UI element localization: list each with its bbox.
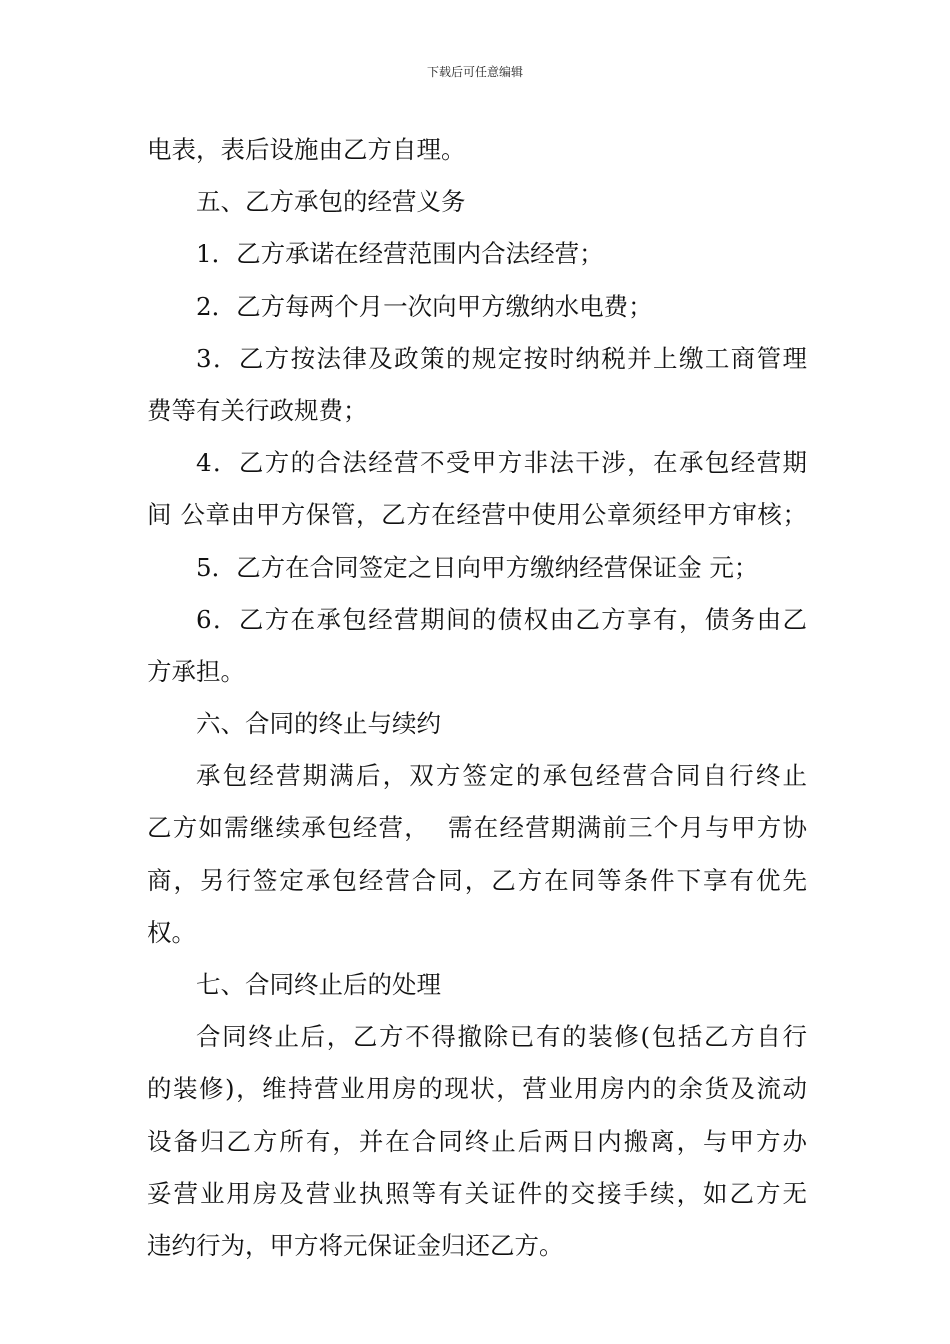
page-header: 下载后可任意编辑 <box>426 65 523 79</box>
text-line: 方承担。 <box>147 656 245 686</box>
text-line: 3．乙方按法律及政策的规定按时纳税并上缴工商管理 <box>196 343 807 373</box>
text-line: 6．乙方在承包经营期间的债权由乙方享有，债务由乙 <box>196 604 807 634</box>
section-heading: 七、合同终止后的处理 <box>196 970 441 999</box>
text-line: 妥营业用房及营业执照等有关证件的交接手续，如乙方无 <box>147 1178 807 1208</box>
text-line: 的装修)，维持营业用房的现状，营业用房内的余货及流动 <box>147 1074 807 1104</box>
text-line: 间 公章由甲方保管，乙方在经营中使用公章须经甲方审核； <box>147 500 807 530</box>
text-line: 乙方如需继续承包经营， 需在经营期满前三个月与甲方协 <box>147 813 807 843</box>
text-line: 5．乙方在合同签定之日向甲方缴纳经营保证金 元； <box>196 552 759 582</box>
text-line: 电表，表后设施由乙方自理。 <box>147 135 466 164</box>
document-body <box>147 124 807 1272</box>
text-line: 费等有关行政规费； <box>147 395 368 425</box>
text-line: 1．乙方承诺在经营范围内合法经营； <box>196 239 604 269</box>
text-line: 违约行为，甲方将元保证金归还乙方。 <box>147 1230 564 1260</box>
text-line: 4．乙方的合法经营不受甲方非法干涉，在承包经营期 <box>196 448 807 478</box>
section-heading: 六、合同的终止与续约 <box>196 709 441 739</box>
text-line: 2．乙方每两个月一次向甲方缴纳水电费； <box>196 291 653 321</box>
text-line: 合同终止后，乙方不得撤除已有的装修(包括乙方自行 <box>196 1022 807 1052</box>
text-line: 设备归乙方所有，并在合同终止后两日内搬离，与甲方办 <box>147 1126 807 1156</box>
text-line: 承包经营期满后，双方签定的承包经营合同自行终止 <box>196 761 807 791</box>
text-line: 权。 <box>147 917 196 947</box>
text-line: 商，另行签定承包经营合同，乙方在同等条件下享有优先 <box>147 865 807 895</box>
section-heading: 五、乙方承包的经营义务 <box>196 187 466 217</box>
